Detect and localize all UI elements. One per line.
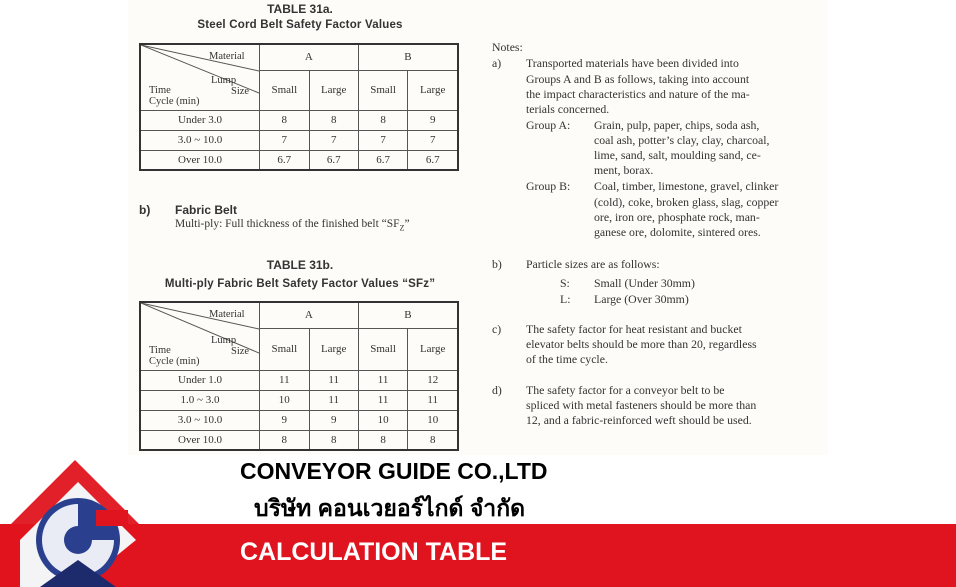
- corner-material-label: Material: [209, 309, 245, 320]
- corner-cycle-label: Cycle (min): [149, 356, 200, 367]
- table-cell: 9: [260, 410, 310, 430]
- group-a-line: coal ash, potter’s clay, clay, charcoal,: [594, 133, 770, 147]
- table-cell: 10: [408, 410, 458, 430]
- note-a-line: Groups A and B as follows, taking into account: [526, 72, 750, 86]
- group-b-line: (cold), coke, broken glass, slag, copper: [594, 195, 779, 209]
- group-a-line: ment, borax.: [594, 163, 654, 177]
- table-b-corner-cell: [140, 302, 260, 370]
- table-cell: 8: [260, 430, 310, 450]
- table-cell: 12: [408, 370, 458, 390]
- note-d-marker: d): [492, 383, 502, 397]
- note-a-line: terials concerned.: [526, 102, 610, 116]
- group-a-label: Group A:: [526, 118, 571, 132]
- corner-time-label: Time: [149, 85, 171, 96]
- size-header: Large: [309, 328, 358, 370]
- table-cell: 6.7: [358, 150, 408, 170]
- section-b-text-main: Multi-ply: Full thickness of the finished belt “SF: [175, 218, 400, 230]
- row-label: 1.0 ~ 3.0: [140, 390, 260, 410]
- group-b-line: ganese ore, dolomite, sintered ores.: [594, 225, 761, 239]
- table-row: [140, 150, 458, 170]
- note-a-marker: a): [492, 56, 502, 70]
- size-s-value: Small (Under 30mm): [594, 276, 695, 290]
- section-b-heading: Fabric Belt: [175, 203, 238, 217]
- table-cell: 6.7: [260, 150, 310, 170]
- note-d-line: The safety factor for a conveyor belt to be: [526, 383, 725, 397]
- table-cell: 10: [358, 410, 408, 430]
- group-b-line: ore, iron ore, phosphate rock, man-: [594, 210, 760, 224]
- table-b-title: TABLE 31b.: [266, 258, 334, 272]
- table-cell: 7: [309, 130, 358, 150]
- table-cell: 8: [260, 110, 310, 130]
- table-cell: 6.7: [309, 150, 358, 170]
- table-cell: 8: [309, 110, 358, 130]
- note-d-line: 12, and a fabric-reinforced weft should be used.: [526, 413, 752, 427]
- group-b-line: Coal, timber, limestone, gravel, clinker: [594, 179, 779, 193]
- table-cell: 11: [309, 370, 358, 390]
- size-header: Small: [358, 328, 408, 370]
- note-d-line: spliced with metal fasteners should be more than: [526, 398, 757, 412]
- table-row: [140, 390, 458, 410]
- note-c-marker: c): [492, 322, 502, 336]
- table-cell: 11: [408, 390, 458, 410]
- group-b-header: B: [358, 44, 458, 70]
- notes-heading: Notes:: [492, 40, 523, 54]
- table-cell: 7: [408, 130, 458, 150]
- table-cell: 8: [309, 430, 358, 450]
- corner-lump-label: Lump: [211, 75, 237, 86]
- note-b-marker: b): [492, 257, 502, 271]
- row-label: 3.0 ~ 10.0: [140, 410, 260, 430]
- group-a-header: A: [260, 302, 359, 328]
- row-label: Over 10.0: [140, 430, 260, 450]
- section-b-text: [175, 218, 410, 232]
- table-a-corner-cell: [140, 44, 260, 110]
- note-a-line: Transported materials have been divided into: [526, 56, 739, 70]
- size-header: Small: [358, 70, 408, 110]
- table-b-subtitle: Multi-ply Fabric Belt Safety Factor Values “SFz”: [164, 278, 436, 290]
- row-label: Under 1.0: [140, 370, 260, 390]
- size-header: Small: [260, 70, 310, 110]
- row-label: 3.0 ~ 10.0: [140, 130, 260, 150]
- group-a-header: A: [260, 44, 359, 70]
- note-c-line: The safety factor for heat resistant and bucket: [526, 322, 742, 336]
- group-a-line: lime, sand, salt, moulding sand, ce-: [594, 148, 761, 162]
- section-b-subscript: Z: [399, 223, 405, 233]
- group-a-line: Grain, pulp, paper, chips, soda ash,: [594, 118, 760, 132]
- table-cell: 7: [358, 130, 408, 150]
- table-cell: 11: [309, 390, 358, 410]
- corner-size-label: Size: [231, 346, 250, 357]
- table-cell: 8: [358, 430, 408, 450]
- table-cell: 11: [358, 390, 408, 410]
- size-header: Small: [260, 328, 310, 370]
- table-cell: 10: [260, 390, 310, 410]
- note-b-intro: Particle sizes are as follows:: [526, 257, 660, 271]
- table-cell: 7: [260, 130, 310, 150]
- corner-size-label: Size: [231, 86, 250, 97]
- section-b-close-quote: ”: [404, 218, 410, 230]
- note-c-line: of the time cycle.: [526, 352, 608, 366]
- size-header: Large: [408, 328, 458, 370]
- table-row: [140, 410, 458, 430]
- table-row: [140, 130, 458, 150]
- group-b-header: B: [358, 302, 458, 328]
- size-l-value: Large (Over 30mm): [594, 292, 689, 306]
- row-label: Over 10.0: [140, 150, 260, 170]
- table-cell: 9: [408, 110, 458, 130]
- size-l-key: L:: [560, 292, 571, 306]
- table-row: [140, 370, 458, 390]
- size-s-key: S:: [560, 276, 570, 290]
- row-label: Under 3.0: [140, 110, 260, 130]
- company-name-en: CONVEYOR GUIDE CO.,LTD: [240, 458, 548, 484]
- size-header: Large: [309, 70, 358, 110]
- table-cell: 11: [260, 370, 310, 390]
- table-cell: 8: [358, 110, 408, 130]
- group-b-label: Group B:: [526, 179, 571, 193]
- table-a: [139, 43, 459, 171]
- corner-time-label: Time: [149, 345, 171, 356]
- company-name-th: บริษัท คอนเวยอร์ไกด์ จำกัด: [254, 495, 526, 521]
- table-b: [139, 301, 459, 451]
- corner-cycle-label: Cycle (min): [149, 96, 200, 107]
- table-cell: 6.7: [408, 150, 458, 170]
- table-cell: 11: [358, 370, 408, 390]
- corner-lump-label: Lump: [211, 335, 237, 346]
- table-cell: 8: [408, 430, 458, 450]
- table-row: [140, 110, 458, 130]
- table-a-subtitle: Steel Cord Belt Safety Factor Values: [197, 19, 403, 31]
- corner-material-label: Material: [209, 51, 245, 62]
- table-cell: 9: [309, 410, 358, 430]
- note-a-line: the impact characteristics and nature of the ma-: [526, 87, 750, 101]
- conveyor-guide-logo-icon: [0, 440, 190, 587]
- section-b-marker: b): [139, 203, 151, 217]
- table-a-title: TABLE 31a.: [267, 2, 333, 16]
- size-header: Large: [408, 70, 458, 110]
- note-c-line: elevator belts should be more than 20, regardless: [526, 337, 757, 351]
- caption-title: CALCULATION TABLE: [240, 538, 508, 566]
